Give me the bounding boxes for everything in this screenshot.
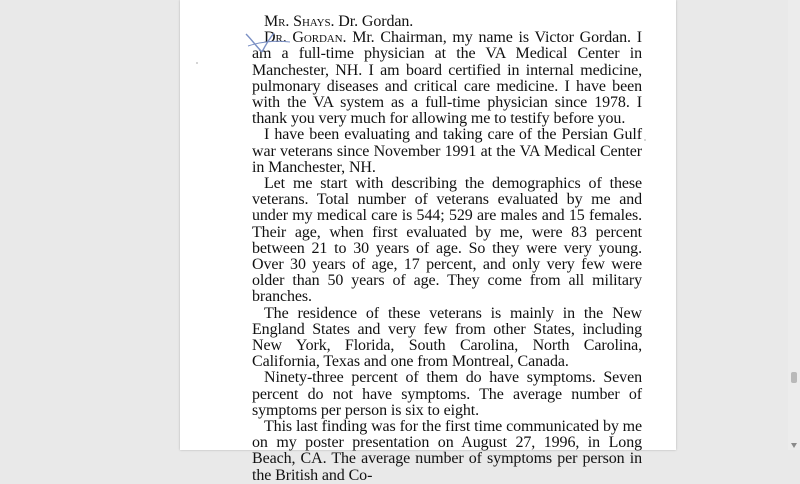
vertical-scrollbar[interactable]	[788, 0, 800, 450]
paragraph-5	[252, 306, 642, 371]
paragraph-3	[252, 127, 642, 176]
paragraph-text: Ninety-three percent of them do have symptoms. Seven percent do not have symptoms. The average number of symptoms per person is six to eight.	[252, 369, 642, 419]
paragraph-text: This last finding was for the first time communicated by me on my poster presentation on August 27, 1996, in Long Beach, CA. The average number of symptoms per person in the British and Co-	[252, 418, 643, 484]
paragraph-text: Let me start with describing the demographics of these veterans. Total number of veterans evaluated by me and under my medical care is 544; 529 are males and 15 females. Their age, when first evaluated by me, were 83 percent between 21 to 30 years of age. So they were very young. Over 30 years of age, 17 percent, and only very few were older than 50 years of age. They come from all military branches.	[252, 175, 642, 306]
paragraph-6	[252, 370, 642, 419]
speaker-name: Dr. Gordan.	[264, 29, 347, 47]
scroll-down-arrow-icon[interactable]	[791, 443, 797, 448]
paragraph-2	[252, 30, 642, 127]
scrollbar-thumb[interactable]	[791, 372, 797, 383]
speaker-name: Mr. Shays.	[264, 13, 335, 30]
page-text	[252, 14, 642, 484]
paragraph-1	[252, 14, 642, 30]
scan-speck	[196, 62, 198, 64]
paragraph-text: Dr. Gordan.	[334, 13, 414, 30]
scan-speck	[644, 139, 646, 141]
paragraph-text: I have been evaluating and taking care of the Persian Gulf war veterans since November 1991 at the VA Medical Center in Manchester, NH.	[252, 126, 642, 176]
paragraph-4	[252, 176, 642, 306]
paragraph-text: Mr. Chairman, my name is Victor Gordan. I am a full-time physician at the VA Medical Center in Manchester, NH. I am board certified in internal medicine, pulmonary diseases and critical care medicine. I have been with the VA system as a full-time physician since 1978. I thank you very much for allowing me to testify before you.	[252, 29, 642, 128]
document-page	[180, 0, 676, 484]
paragraph-text: The residence of these veterans is mainly in the New England States and very few from other States, including New York, Florida, South Carolina, North Carolina, California, Texas and one from Montreal, Canada.	[252, 304, 642, 371]
paragraph-7	[252, 419, 642, 484]
handwritten-check-mark-icon	[244, 30, 292, 58]
